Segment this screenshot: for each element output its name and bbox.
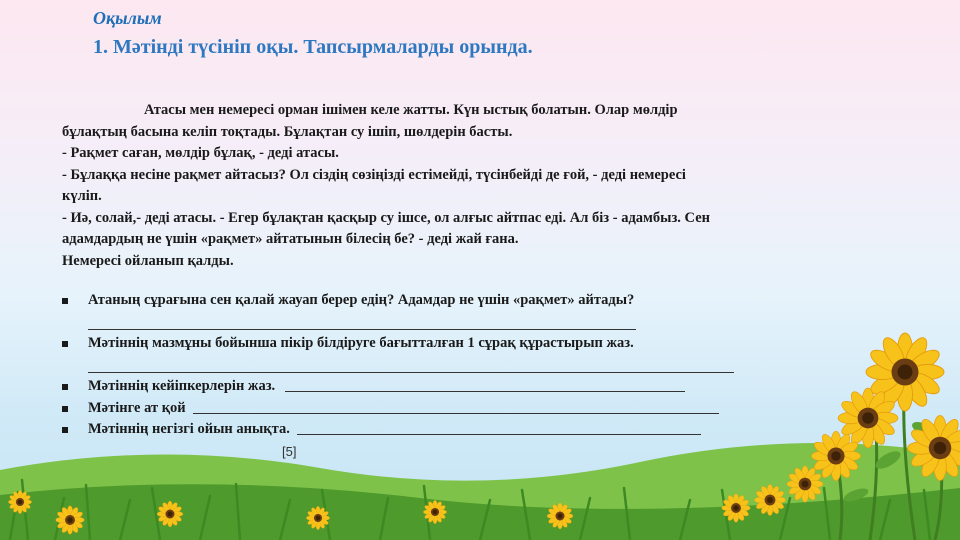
square-bullet-icon	[62, 298, 68, 304]
square-bullet-icon	[62, 406, 68, 412]
task-item	[62, 333, 892, 376]
text-line: Немересі ойланып қалды.	[62, 252, 234, 269]
score-label: [5]	[282, 444, 297, 459]
answer-line[interactable]	[88, 355, 892, 377]
square-bullet-icon	[62, 384, 68, 390]
text-line: - Иә, солай,- деді атасы. - Егер бұлақтан қасқыр су ішсе, ол алғыс айтпас еді. Ал біз - адамбыз. Сен	[62, 209, 710, 226]
reading-text	[62, 100, 892, 272]
answer-line[interactable]	[285, 376, 685, 392]
text-line: бұлақтың басына келіп тоқтады. Бұлақтан су ішіп, шөлдерін басты.	[62, 123, 513, 140]
text-line: - Бұлаққа несіне рақмет айтасыз? Ол сіздің сөзіңізді естімейді, түсінбейді де ғой, - деді немересі	[62, 166, 686, 183]
square-bullet-icon	[62, 341, 68, 347]
text-line: күліп.	[62, 188, 102, 204]
task-text: Мәтіннің мазмұны бойынша пікір білдіруге бағытталған 1 сұрақ құрастырып жаз.	[88, 335, 634, 351]
task-item	[62, 290, 892, 333]
text-line: - Рақмет саған, мөлдір бұлақ, - деді атасы.	[62, 145, 339, 161]
task-text: Мәтінге ат қой	[88, 399, 186, 416]
text-line: Атасы мен немересі орман ішімен келе жатты. Күн ыстық болатын. Олар мөлдір	[144, 102, 678, 118]
answer-line[interactable]	[297, 419, 701, 435]
section-subtitle: Оқылым	[93, 8, 162, 28]
task-text: Мәтіннің негізгі ойын анықта.	[88, 421, 290, 437]
square-bullet-icon	[62, 427, 68, 433]
task-heading: 1. Мәтінді түсініп оқы. Тапсырмаларды орында.	[93, 36, 533, 58]
answer-line[interactable]	[193, 398, 719, 414]
task-text: Атаның сұрағына сен қалай жауап берер едің? Адамдар не үшін «рақмет» айтады?	[88, 292, 635, 308]
task-list	[62, 290, 892, 441]
task-item	[62, 398, 892, 420]
task-text: Мәтіннің кейіпкерлерін жаз.	[88, 378, 276, 394]
answer-line[interactable]	[88, 312, 892, 334]
text-line: адамдардың не үшін «рақмет» айтатынын білесің бе? - деді жай ғана.	[62, 231, 519, 247]
task-item	[62, 419, 892, 441]
task-item	[62, 376, 892, 398]
